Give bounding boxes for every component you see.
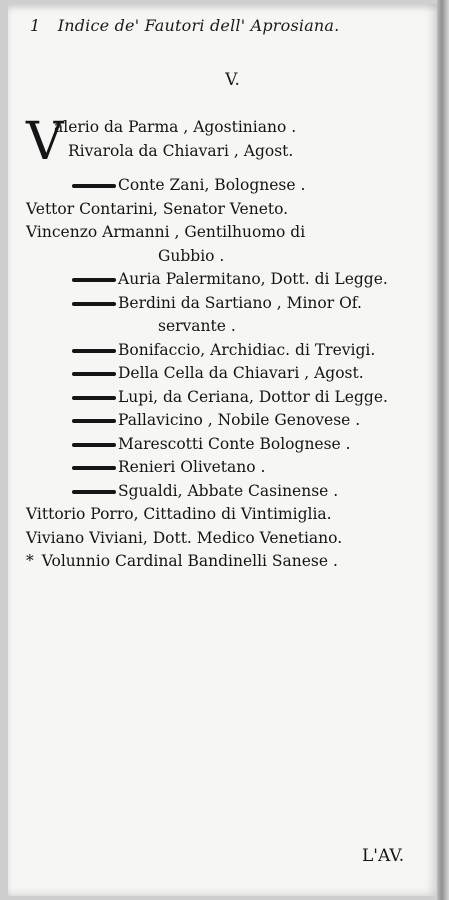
entry-renieri [26, 456, 426, 480]
entry-rivarola [68, 140, 293, 164]
ditto-dash [72, 278, 116, 282]
entry-armanni-cont [26, 245, 426, 269]
entry-text: servante . [158, 317, 236, 335]
ditto-dash [72, 372, 116, 376]
page-title: Indice de' Fautori dell' Aprosiana. [57, 16, 340, 35]
ditto-dash [72, 466, 116, 470]
index-entries [26, 112, 426, 574]
ditto-dash [72, 490, 116, 494]
entry-berdini [26, 292, 426, 316]
entry-text: Vettor Contarini, Senator Veneto. [26, 199, 289, 218]
entry-sgualdi [26, 480, 426, 504]
ditto-dash [72, 302, 116, 306]
ditto-dash [72, 184, 116, 188]
entry-porro [26, 503, 426, 527]
entry-text: Auria Palermitano, Dott. di Legge. [118, 270, 388, 288]
entry-text: Volunnio Cardinal Bandinelli Sanese . [41, 552, 338, 570]
entry-pallavicino [26, 409, 426, 433]
entry-zani [26, 174, 426, 198]
entry-text: Vincenzo Armanni , Gentilhuomo di [26, 223, 306, 241]
entry-auria [26, 268, 426, 292]
ditto-dash [72, 396, 116, 400]
entry-text: Viviano Viviani, Dott. Medico Venetiano. [26, 528, 343, 547]
entry-text: Sgualdi, Abbate Casinense . [118, 481, 339, 500]
entry-text: Gubbio . [158, 246, 225, 265]
entry-text: Lupi, da Ceriana, Dottor di Legge. [118, 387, 388, 406]
running-header [30, 16, 430, 35]
catchword: L'AV. [362, 846, 405, 866]
entry-berdini-cont [26, 315, 426, 339]
entry-valerio [26, 112, 426, 174]
ditto-dash [72, 349, 116, 353]
entry-text: Conte Zani, Bolognese . [118, 176, 306, 194]
entry-text: Renieri Olivetano . [118, 458, 266, 476]
section-letter: V. [225, 70, 240, 90]
drop-cap: V [26, 112, 64, 172]
entry-lupi [26, 386, 426, 410]
page-number: 1 [30, 16, 41, 35]
entry-bonifaccio [26, 339, 426, 363]
entry-text: Bonifaccio, Archidiac. di Trevigi. [118, 340, 376, 359]
entry-text: Rivarola da Chiavari , Agost. [68, 142, 294, 160]
page-edge-shadow [437, 0, 449, 900]
entry-contarini [26, 198, 426, 222]
entry-text: Berdini da Sartiano , Minor Of. [118, 293, 362, 312]
entry-text: Marescotti Conte Bolognese . [118, 434, 351, 453]
ditto-dash [72, 419, 116, 423]
entry-text: Vittorio Porro, Cittadino di Vintimiglia. [26, 505, 332, 523]
entry-bandinelli [26, 550, 426, 574]
entry-marescotti [26, 433, 426, 457]
ditto-dash [72, 443, 116, 447]
asterisk-mark: * [26, 552, 34, 570]
entry-viviani [26, 527, 426, 551]
book-page [8, 4, 440, 896]
entry-text: alerio da Parma , Agostiniano . [54, 118, 297, 136]
entry-armanni [26, 221, 426, 245]
entry-della-cella [26, 362, 426, 386]
entry-text: Pallavicino , Nobile Genovese . [118, 411, 361, 429]
entry-text: Della Cella da Chiavari , Agost. [118, 364, 364, 382]
